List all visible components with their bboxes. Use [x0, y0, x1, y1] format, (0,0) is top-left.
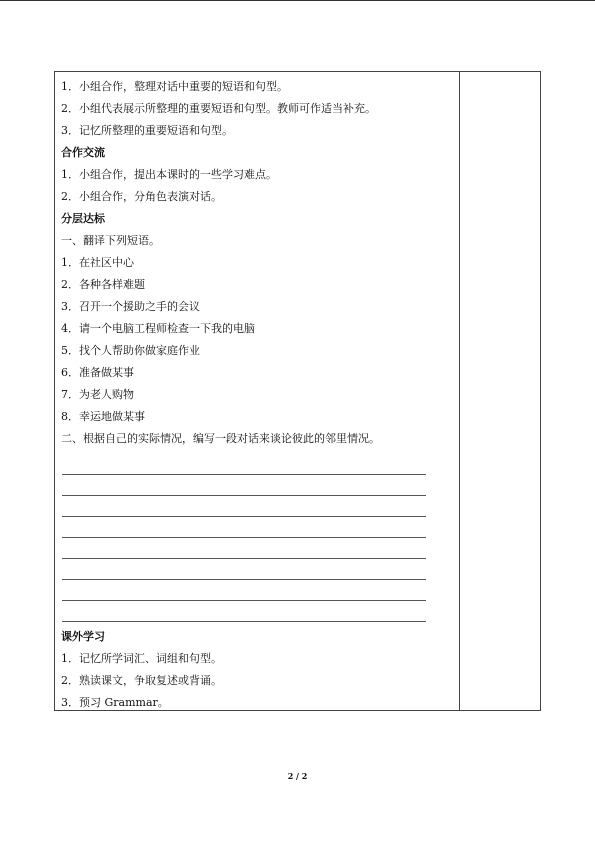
phrase-item: 1．在社区中心: [61, 256, 134, 269]
exercise-instruction: 一、翻译下列短语。: [61, 234, 160, 247]
section-heading-cooperation: 合作交流: [61, 146, 105, 159]
answer-line: [62, 559, 426, 580]
answer-line: [62, 580, 426, 601]
phrase-item: 2．各种各样难题: [61, 278, 145, 291]
answer-line: [62, 496, 426, 517]
answer-line: [62, 517, 426, 538]
homework-item: 3．预习 Grammar。: [61, 696, 169, 709]
step-line: 1．小组合作，整理对话中重要的短语和句型。: [61, 80, 288, 93]
section-heading-homework: 课外学习: [61, 630, 105, 643]
step-line: 2．小组合作，分角色表演对话。: [61, 190, 222, 203]
page-top-rule: [0, 0, 595, 1]
section-heading-practice: 分层达标: [61, 212, 105, 225]
phrase-item: 4．请一个电脑工程师检查一下我的电脑: [61, 322, 255, 335]
homework-item: 1．记忆所学词汇、词组和句型。: [61, 652, 222, 665]
page-number: 2 / 2: [287, 771, 308, 781]
phrase-item: 7．为老人购物: [61, 388, 134, 401]
lesson-table: [54, 71, 541, 711]
exercise-instruction: 二、根据自己的实际情况，编写一段对话来谈论彼此的邻里情况。: [61, 432, 380, 445]
step-line: 1．小组合作，提出本课时的一些学习难点。: [61, 168, 277, 181]
answer-line: [62, 538, 426, 559]
phrase-item: 8．幸运地做某事: [61, 410, 145, 423]
lesson-content-column: [61, 76, 453, 714]
answer-line: [62, 601, 426, 622]
step-line: 3．记忆所整理的重要短语和句型。: [61, 124, 233, 137]
phrase-item: 3．召开一个援助之手的会议: [61, 300, 200, 313]
step-line: 2．小组代表展示所整理的重要短语和句型。教师可作适当补充。: [61, 102, 376, 115]
writing-area: [61, 450, 453, 622]
homework-item: 2．熟读课文，争取复述或背诵。: [61, 674, 222, 687]
column-divider: [459, 72, 460, 710]
phrase-item: 5．找个人帮助你做家庭作业: [61, 344, 200, 357]
answer-line: [62, 475, 426, 496]
phrase-item: 6．准备做某事: [61, 366, 134, 379]
answer-line: [62, 454, 426, 475]
